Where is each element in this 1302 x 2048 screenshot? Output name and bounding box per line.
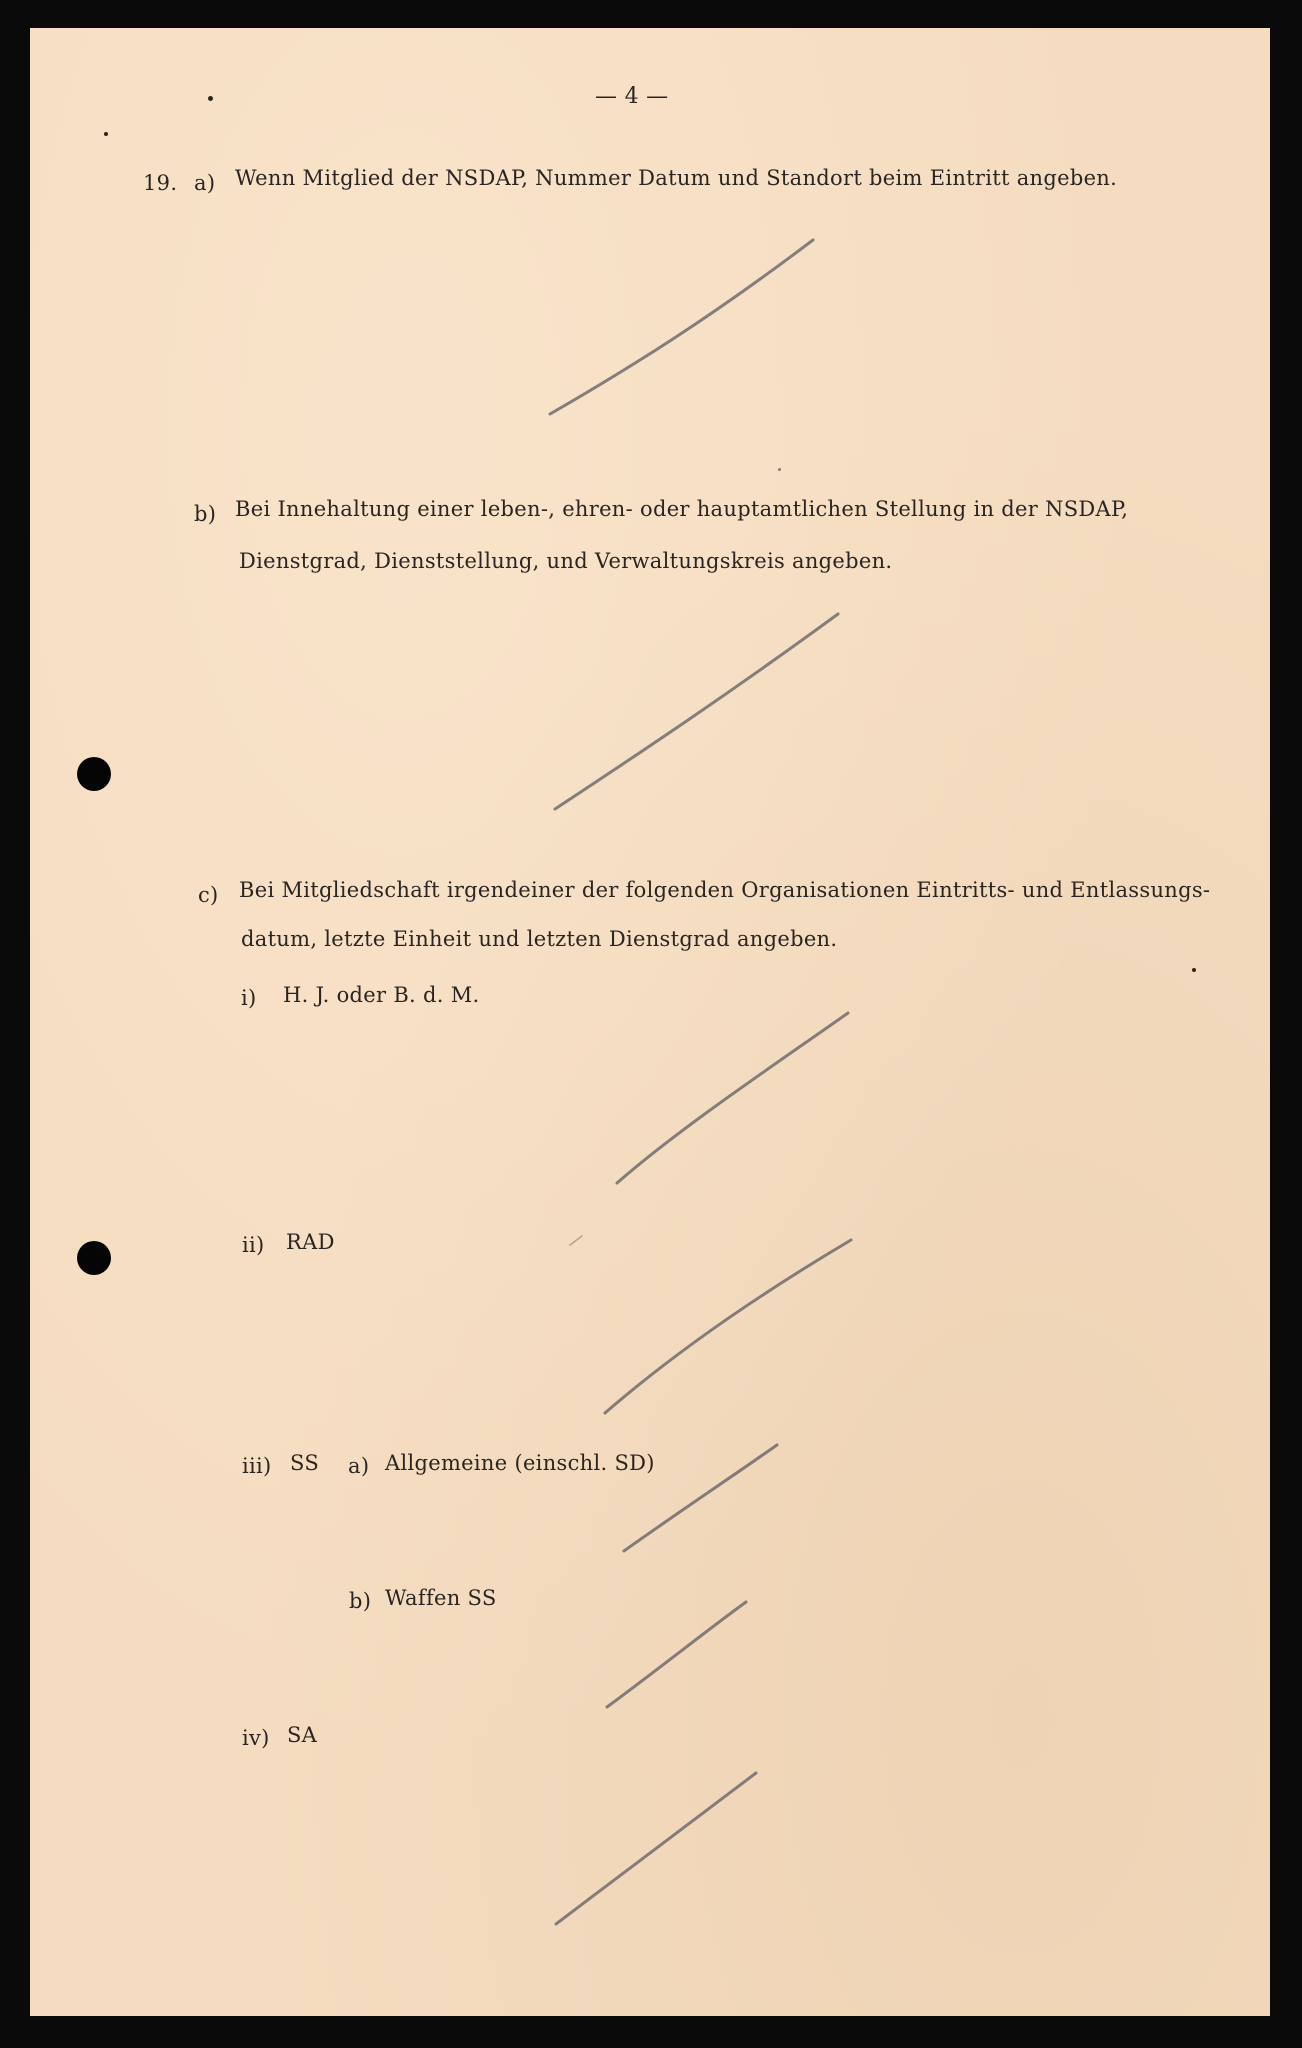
pencil-strike-ii	[605, 1240, 851, 1413]
item-iv-label: iv)	[242, 1726, 270, 1750]
question-a-text: Wenn Mitglied der NSDAP, Nummer Datum und Standort beim Eintritt angeben.	[235, 166, 1118, 190]
pencil-strike-a	[550, 240, 813, 414]
item-iii-text: SS	[290, 1451, 320, 1475]
question-c-line1: Bei Mitgliedschaft irgendeiner der folgenden Organisationen Eintritts- und Entlassungs-	[239, 878, 1211, 902]
pencil-tick	[570, 1236, 582, 1245]
pencil-strike-b	[555, 614, 838, 809]
pencil-strike-iv	[556, 1773, 756, 1924]
question-number: 19.	[143, 171, 178, 195]
punch-hole-bottom	[77, 1241, 111, 1275]
page-number: — 4 —	[595, 84, 669, 109]
ink-speck	[778, 468, 781, 471]
item-i-text: H. J. oder B. d. M.	[283, 983, 480, 1007]
question-a-label: a)	[194, 171, 216, 195]
ink-speck	[1192, 968, 1196, 972]
question-b-line1: Bei Innehaltung einer leben-, ehren- oder hauptamtlichen Stellung in der NSDAP,	[235, 497, 1129, 521]
question-b-line2: Dienstgrad, Dienststellung, und Verwaltungskreis angeben.	[239, 549, 893, 573]
pencil-strike-overlay	[30, 28, 1270, 2016]
ink-speck	[104, 132, 108, 136]
document-page	[30, 28, 1270, 2016]
item-iii-b-label: b)	[349, 1589, 372, 1613]
ink-speck	[208, 96, 213, 101]
item-ii-label: ii)	[242, 1233, 265, 1257]
punch-hole-top	[77, 757, 111, 791]
item-iii-b-text: Waffen SS	[385, 1586, 497, 1610]
item-iii-sub-label: a)	[348, 1454, 370, 1478]
pencil-strike-iii-b	[607, 1602, 746, 1707]
item-iv-text: SA	[287, 1723, 318, 1747]
item-iii-sub-text: Allgemeine (einschl. SD)	[385, 1451, 655, 1475]
pencil-strike-i	[617, 1013, 848, 1183]
item-i-label: i)	[241, 986, 257, 1010]
question-c-line2: datum, letzte Einheit und letzten Dienstgrad angeben.	[241, 927, 838, 951]
item-iii-label: iii)	[242, 1454, 272, 1478]
item-ii-text: RAD	[286, 1230, 335, 1254]
question-c-label: c)	[198, 883, 219, 907]
question-b-label: b)	[194, 502, 217, 526]
